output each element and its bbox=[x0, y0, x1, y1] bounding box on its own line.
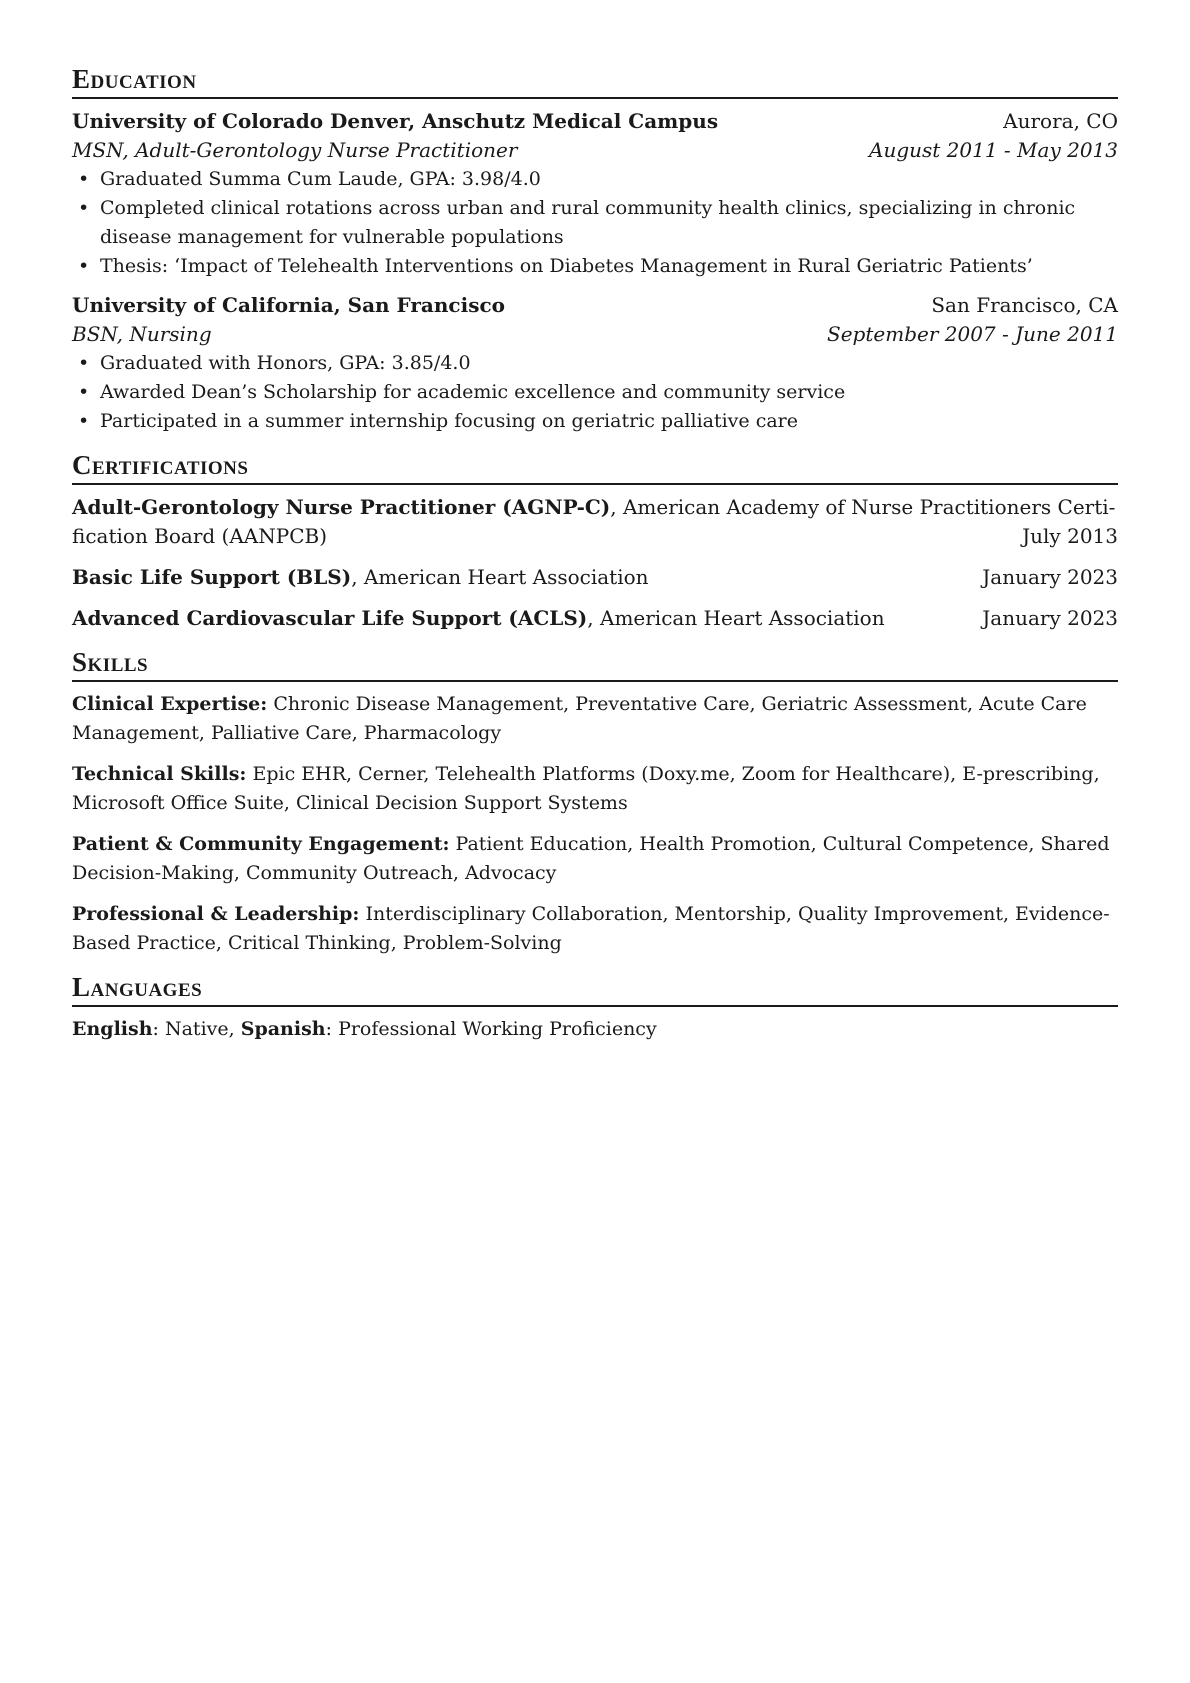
skill-group-text: Patient Education, Health Promotion, Cultural Competence, Shared Decision-Making, Community Outreach, Advocacy bbox=[72, 833, 1110, 884]
list-item: • Graduated with Honors, GPA: 3.85/4.0 bbox=[72, 349, 1118, 378]
school-name: University of California, San Francisco bbox=[72, 293, 505, 317]
list-item: • Graduated Summa Cum Laude, GPA: 3.98/4.0 bbox=[72, 165, 1118, 194]
language-name: English bbox=[72, 1018, 153, 1040]
certification-entry bbox=[72, 563, 1118, 592]
degree: BSN, Nursing bbox=[72, 322, 212, 346]
languages-heading: Languages bbox=[72, 970, 1118, 1007]
skill-group-label: Technical Skills: bbox=[72, 763, 247, 785]
language-separator: : bbox=[325, 1018, 339, 1040]
certification-date: January 2023 bbox=[982, 606, 1118, 630]
language-trail: , bbox=[228, 1018, 241, 1040]
certification-entry bbox=[72, 493, 1118, 551]
languages-section bbox=[72, 970, 1118, 1044]
degree-dates: August 2011 - May 2013 bbox=[869, 138, 1118, 162]
skill-group-text: Interdisciplinary Collaboration, Mentorship, Quality Improvement, Evidence-Based Practice, Critical Thinking, Problem-Solving bbox=[72, 903, 1110, 954]
list-item: • Participated in a summer internship focusing on geriatric palliative care bbox=[72, 407, 1118, 436]
certification-issuer: , American Academy of Nurse Practitioners Certi- bbox=[610, 495, 1116, 519]
school-location: San Francisco, CA bbox=[931, 293, 1118, 317]
certification-name: Adult-Gerontology Nurse Practitioner (AGNP-C) bbox=[72, 495, 611, 519]
education-heading: Education bbox=[72, 62, 1118, 99]
skills-heading: Skills bbox=[72, 645, 1118, 682]
language-name: Spanish bbox=[240, 1018, 326, 1040]
degree-dates: September 2007 - June 2011 bbox=[827, 322, 1118, 346]
certifications-section bbox=[72, 448, 1118, 633]
skill-group bbox=[72, 830, 1118, 888]
languages-line bbox=[72, 1015, 1118, 1044]
language-level: Native bbox=[164, 1018, 229, 1040]
skill-group-label: Clinical Expertise: bbox=[72, 693, 268, 715]
education-entry bbox=[72, 107, 1118, 281]
skill-group-label: Professional & Leadership: bbox=[72, 903, 360, 925]
education-entry bbox=[72, 291, 1118, 436]
school-name: University of Colorado Denver, Anschutz Medical Campus bbox=[72, 109, 719, 133]
certification-entry bbox=[72, 604, 1118, 633]
skill-group bbox=[72, 900, 1118, 958]
certifications-heading: Certifications bbox=[72, 448, 1118, 485]
skill-group-label: Patient & Community Engagement: bbox=[72, 833, 450, 855]
education-section bbox=[72, 62, 1118, 436]
skills-section bbox=[72, 645, 1118, 958]
education-bullets bbox=[72, 165, 1118, 281]
certification-name: Basic Life Support (BLS) bbox=[72, 565, 352, 589]
list-item: • Awarded Dean’s Scholarship for academic excellence and community service bbox=[72, 378, 1118, 407]
skill-group-text: Chronic Disease Management, Preventative Care, Geriatric Assessment, Acute Care Management, Palliative Care, Pharmacology bbox=[72, 693, 1087, 744]
school-location: Aurora, CO bbox=[1003, 109, 1118, 133]
certification-issuer-cont: fication Board (AANPCB) bbox=[72, 524, 328, 548]
certification-issuer: , American Heart Association bbox=[351, 565, 649, 589]
degree: MSN, Adult-Gerontology Nurse Practitioner bbox=[72, 138, 518, 162]
certification-date: July 2013 bbox=[1022, 524, 1118, 548]
certification-date: January 2023 bbox=[982, 565, 1118, 589]
list-item: • Completed clinical rotations across urban and rural community health clinics, specializing in chronic disease management for vulnerable populations bbox=[72, 194, 1118, 252]
skill-group bbox=[72, 760, 1118, 818]
education-bullets bbox=[72, 349, 1118, 436]
list-item: • Thesis: ‘Impact of Telehealth Interventions on Diabetes Management in Rural Geriatric Patients’ bbox=[72, 252, 1118, 281]
skill-group bbox=[72, 690, 1118, 748]
certification-name: Advanced Cardiovascular Life Support (ACLS) bbox=[72, 606, 588, 630]
certification-issuer: , American Heart Association bbox=[587, 606, 885, 630]
skill-group-text: Epic EHR, Cerner, Telehealth Platforms (Doxy.me, Zoom for Healthcare), E-prescribing, Microsoft Office Suite, Clinical Decision Support Systems bbox=[72, 763, 1100, 814]
language-separator: : bbox=[152, 1018, 165, 1040]
language-level: Professional Working Proficiency bbox=[338, 1018, 657, 1040]
